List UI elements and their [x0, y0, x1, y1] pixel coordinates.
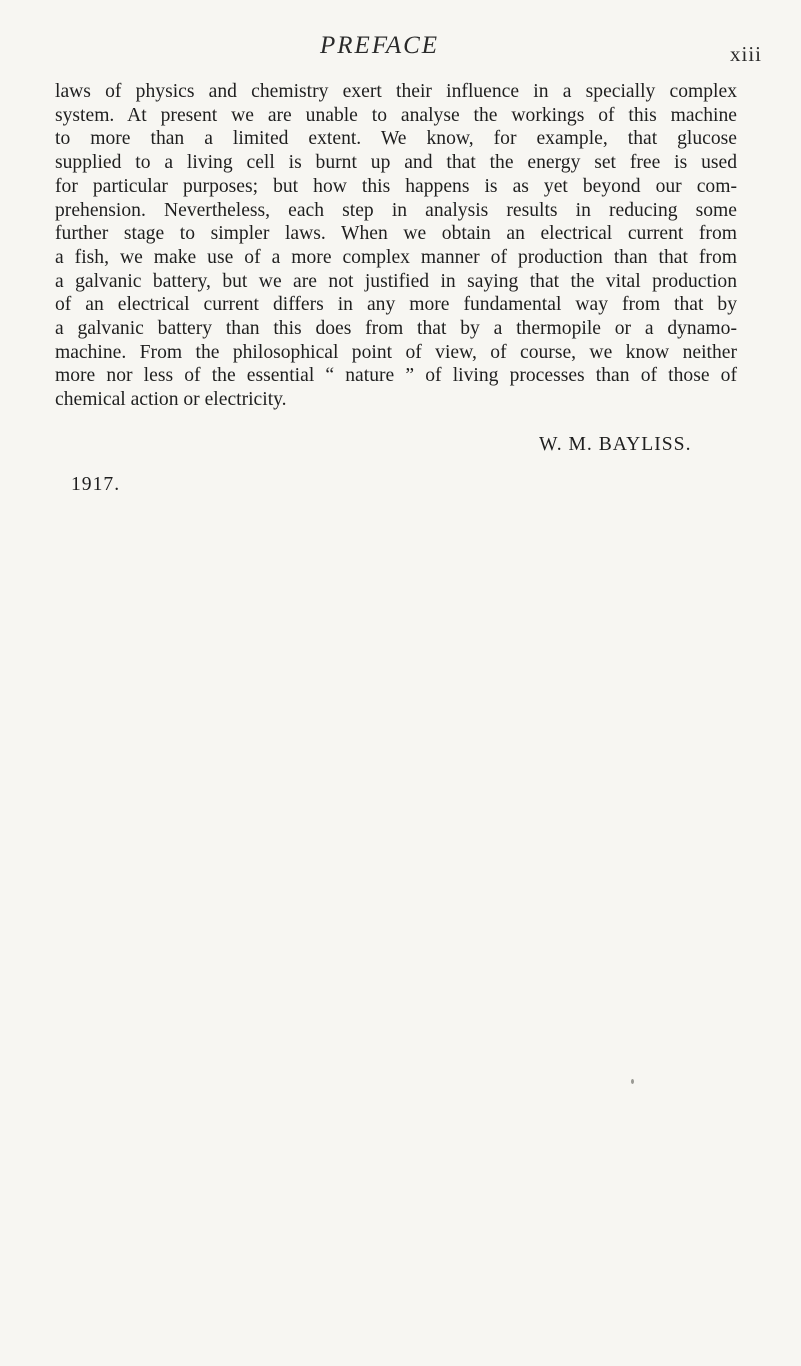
text-line: machine. From the philosophical point of view, of course, we know neither	[55, 341, 737, 363]
running-head: PREFACE	[320, 32, 440, 59]
page-number: xiii	[730, 42, 763, 66]
text-line: prehension. Nevertheless, each step in analysis results in reducing some	[55, 199, 737, 221]
text-line: of an electrical current differs in any more fundamental way from that by	[55, 294, 737, 316]
text-line: a galvanic battery than this does from that by a thermopile or a dynamo-	[55, 318, 737, 340]
text-line: a fish, we make use of a more complex manner of production than that from	[55, 246, 737, 268]
text-line: to more than a limited extent. We know, for example, that glucose	[55, 128, 737, 150]
text-line: supplied to a living cell is burnt up and that the energy set free is used	[55, 152, 737, 174]
text-line: a galvanic battery, but we are not justified in saying that the vital production	[55, 270, 737, 292]
paper-speck	[631, 1079, 634, 1084]
text-line: system. At present we are unable to analyse the workings of this machine	[55, 104, 737, 126]
text-line: for particular purposes; but how this happens is as yet beyond our com-	[55, 175, 737, 197]
preface-paragraph	[55, 80, 737, 412]
date-line: 1917.	[71, 474, 121, 495]
page-header	[0, 32, 801, 72]
text-line: chemical action or electricity.	[55, 389, 287, 411]
text-line: more nor less of the essential “ nature ” of living processes than of those of	[55, 365, 737, 387]
author-signature: W. M. BAYLISS.	[539, 434, 692, 455]
text-line: further stage to simpler laws. When we obtain an electrical current from	[55, 223, 737, 245]
text-line: laws of physics and chemistry exert their influence in a specially complex	[55, 81, 737, 102]
